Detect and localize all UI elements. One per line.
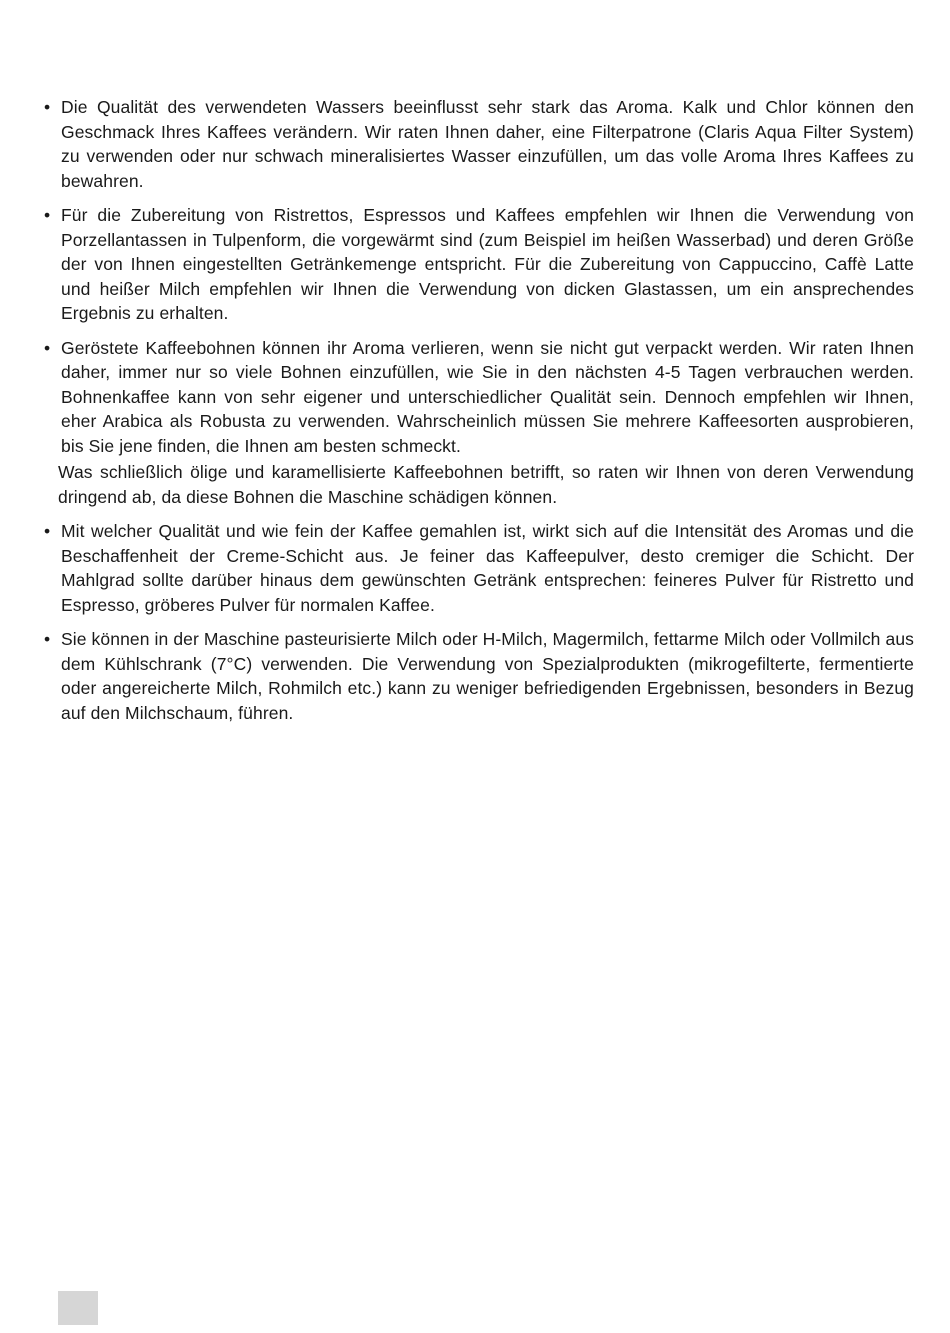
tips-list-continued [44, 519, 914, 725]
document-body [44, 95, 914, 735]
list-item [44, 627, 914, 725]
bullet-icon: • [44, 337, 51, 358]
list-item [44, 95, 914, 193]
paragraph-water-quality: Die Qualität des verwendeten Wassers beeinflusst sehr stark das Aroma. Kalk und Chlor können den Geschmack Ihres Kaffees verändern. Wir raten Ihnen daher, eine Filterpatrone (Claris Aqua Filter System) zu verwenden oder nur schwach mineralisiertes Wasser einzufüllen, um das volle Aroma Ihres Kaffees zu bewahren. [61, 97, 914, 191]
list-item [44, 336, 914, 459]
list-item [44, 519, 914, 617]
paragraph-cups: Für die Zubereitung von Ristrettos, Espressos und Kaffees empfehlen wir Ihnen die Verwendung von Porzellantassen in Tulpenform, die vorgewärmt sind (zum Beispiel im heißen Wasserbad) und deren Größe der von Ihnen eingestellten Getränkemenge entspricht. Für die Zubereitung von Cappuccino, Caffè Latte und heißer Milch empfehlen wir Ihnen die Verwendung von dicken Glastassen, um ein ansprechendes Ergebnis zu erhalten. [61, 205, 914, 323]
tips-list [44, 95, 914, 458]
paragraph-milk: Sie können in der Maschine pasteurisierte Milch oder H-Milch, Magermilch, fettarme Milch oder Vollmilch aus dem Kühlschrank (7°C) verwenden. Die Verwendung von Spezialprodukten (mikrogefilterte, fermentierte oder angereicherte Milch, Rohmilch etc.) kann zu weniger befriedigenden Ergebnissen, besonders in Bezug auf den Milchschaum, führen. [61, 629, 914, 723]
paragraph-oily-beans: Was schließlich ölige und karamellisierte Kaffeebohnen betrifft, so raten wir Ihnen von deren Verwendung dringend ab, da diese Bohnen die Maschine schädigen können. [58, 462, 914, 507]
list-item [44, 203, 914, 326]
bullet-icon: • [44, 205, 51, 225]
paragraph-grind: Mit welcher Qualität und wie fein der Kaffee gemahlen ist, wirkt sich auf die Intensität des Aromas und die Beschaffenheit der Creme-Schicht aus. Je feiner das Kaffeepulver, desto cremiger die Schicht. Der Mahlgrad sollte darüber hinaus dem gewünschten Getränk entsprechen: feineres Pulver für Ristretto und Espresso, gröberes Pulver für normalen Kaffee. [61, 521, 914, 615]
page-marker-tab [58, 1291, 98, 1325]
paragraph-coffee-beans: Geröstete Kaffeebohnen können ihr Aroma verlieren, wenn sie nicht gut verpackt werden. Wir raten Ihnen daher, immer nur so viele Bohnen einzufüllen, wie Sie in den nächsten 4-5 Tagen verbrauchen werden. Bohnenkaffee kann von sehr eigener und unterschiedlicher Qualität sein. Dennoch empfehlen wir Ihnen, eher Arabica als Robusta zu verwenden. Wahrscheinlich müssen Sie mehrere Kaffeesorten ausprobieren, bis Sie jene finden, die Ihnen am besten schmeckt. [61, 337, 914, 456]
bullet-icon: • [44, 629, 51, 649]
bullet-icon: • [44, 97, 51, 117]
bullet-icon: • [44, 521, 51, 541]
